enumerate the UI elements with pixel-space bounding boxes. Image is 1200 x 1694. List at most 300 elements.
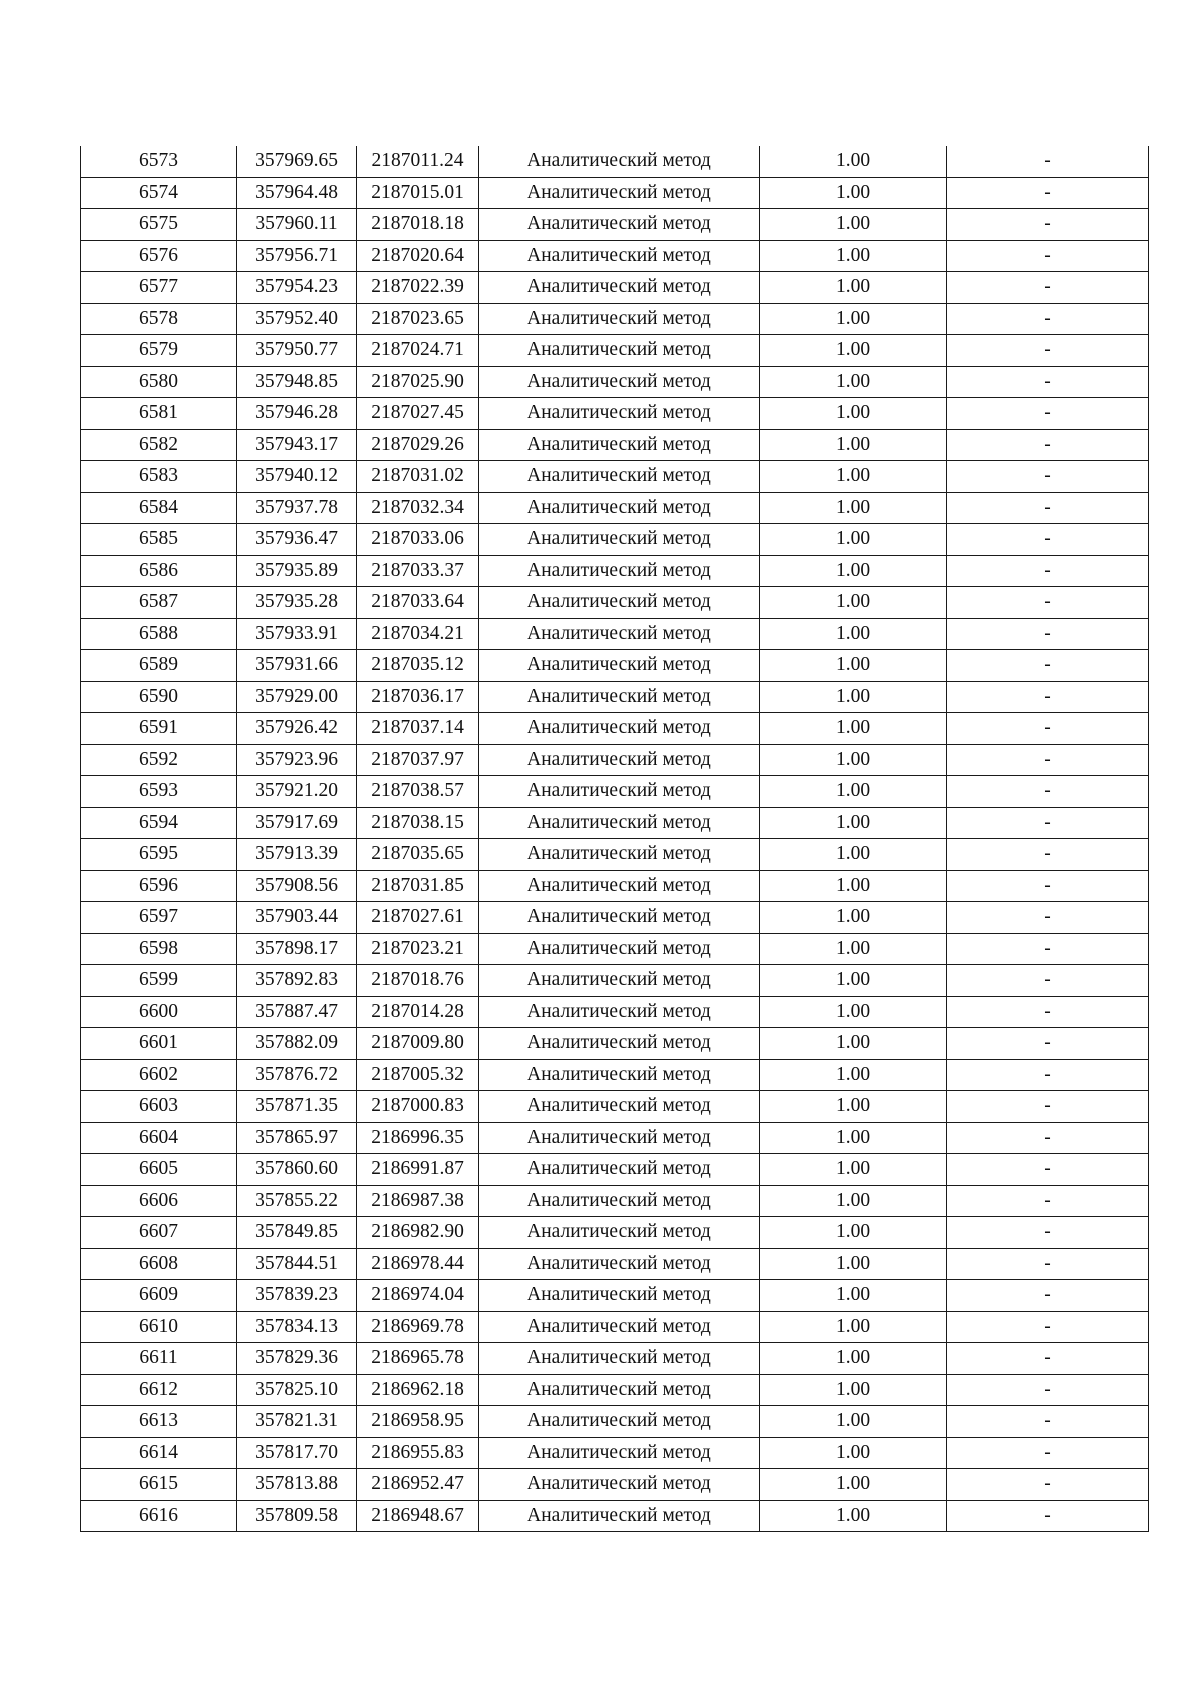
x-coordinate-cell: 357946.28: [237, 398, 357, 430]
table-row: [81, 1469, 1149, 1501]
x-coordinate-cell: 357917.69: [237, 807, 357, 839]
x-coordinate-cell: 357913.39: [237, 839, 357, 871]
accuracy-cell: 1.00: [760, 272, 947, 304]
method-cell: Аналитический метод: [479, 1091, 760, 1123]
y-coordinate-cell: 2187029.26: [357, 429, 479, 461]
table-row: [81, 1374, 1149, 1406]
x-coordinate-cell: 357829.36: [237, 1343, 357, 1375]
x-coordinate-cell: 357813.88: [237, 1469, 357, 1501]
description-cell: -: [947, 461, 1149, 493]
accuracy-cell: 1.00: [760, 1437, 947, 1469]
table-row: [81, 272, 1149, 304]
description-cell: -: [947, 1374, 1149, 1406]
method-cell: Аналитический метод: [479, 1311, 760, 1343]
method-cell: Аналитический метод: [479, 398, 760, 430]
y-coordinate-cell: 2187027.61: [357, 902, 479, 934]
table-row: [81, 1217, 1149, 1249]
description-cell: -: [947, 807, 1149, 839]
point-number-cell: 6612: [81, 1374, 237, 1406]
x-coordinate-cell: 357839.23: [237, 1280, 357, 1312]
description-cell: -: [947, 681, 1149, 713]
y-coordinate-cell: 2187023.21: [357, 933, 479, 965]
x-coordinate-cell: 357821.31: [237, 1406, 357, 1438]
y-coordinate-cell: 2186952.47: [357, 1469, 479, 1501]
x-coordinate-cell: 357923.96: [237, 744, 357, 776]
point-number-cell: 6579: [81, 335, 237, 367]
method-cell: Аналитический метод: [479, 776, 760, 808]
x-coordinate-cell: 357940.12: [237, 461, 357, 493]
method-cell: Аналитический метод: [479, 650, 760, 682]
y-coordinate-cell: 2187024.71: [357, 335, 479, 367]
point-number-cell: 6602: [81, 1059, 237, 1091]
description-cell: -: [947, 240, 1149, 272]
point-number-cell: 6604: [81, 1122, 237, 1154]
table-row: [81, 1154, 1149, 1186]
description-cell: -: [947, 744, 1149, 776]
x-coordinate-cell: 357933.91: [237, 618, 357, 650]
description-cell: -: [947, 1437, 1149, 1469]
y-coordinate-cell: 2187015.01: [357, 177, 479, 209]
point-number-cell: 6605: [81, 1154, 237, 1186]
point-number-cell: 6595: [81, 839, 237, 871]
description-cell: -: [947, 870, 1149, 902]
point-number-cell: 6578: [81, 303, 237, 335]
x-coordinate-cell: 357876.72: [237, 1059, 357, 1091]
method-cell: Аналитический метод: [479, 681, 760, 713]
x-coordinate-cell: 357817.70: [237, 1437, 357, 1469]
x-coordinate-cell: 357903.44: [237, 902, 357, 934]
method-cell: Аналитический метод: [479, 713, 760, 745]
description-cell: -: [947, 1154, 1149, 1186]
accuracy-cell: 1.00: [760, 461, 947, 493]
method-cell: Аналитический метод: [479, 1217, 760, 1249]
x-coordinate-cell: 357887.47: [237, 996, 357, 1028]
table-row: [81, 1280, 1149, 1312]
accuracy-cell: 1.00: [760, 965, 947, 997]
description-cell: -: [947, 618, 1149, 650]
accuracy-cell: 1.00: [760, 902, 947, 934]
accuracy-cell: 1.00: [760, 776, 947, 808]
table-row: [81, 681, 1149, 713]
y-coordinate-cell: 2187033.64: [357, 587, 479, 619]
description-cell: -: [947, 209, 1149, 241]
accuracy-cell: 1.00: [760, 1469, 947, 1501]
x-coordinate-cell: 357860.60: [237, 1154, 357, 1186]
method-cell: Аналитический метод: [479, 492, 760, 524]
description-cell: -: [947, 996, 1149, 1028]
method-cell: Аналитический метод: [479, 1437, 760, 1469]
y-coordinate-cell: 2187011.24: [357, 146, 479, 177]
accuracy-cell: 1.00: [760, 713, 947, 745]
accuracy-cell: 1.00: [760, 996, 947, 1028]
description-cell: -: [947, 713, 1149, 745]
y-coordinate-cell: 2187009.80: [357, 1028, 479, 1060]
point-number-cell: 6590: [81, 681, 237, 713]
point-number-cell: 6588: [81, 618, 237, 650]
point-number-cell: 6615: [81, 1469, 237, 1501]
y-coordinate-cell: 2187000.83: [357, 1091, 479, 1123]
table-row: [81, 807, 1149, 839]
method-cell: Аналитический метод: [479, 744, 760, 776]
table-row: [81, 1185, 1149, 1217]
method-cell: Аналитический метод: [479, 1028, 760, 1060]
x-coordinate-cell: 357956.71: [237, 240, 357, 272]
description-cell: -: [947, 650, 1149, 682]
x-coordinate-cell: 357882.09: [237, 1028, 357, 1060]
x-coordinate-cell: 357855.22: [237, 1185, 357, 1217]
description-cell: -: [947, 1028, 1149, 1060]
accuracy-cell: 1.00: [760, 807, 947, 839]
accuracy-cell: 1.00: [760, 839, 947, 871]
description-cell: -: [947, 1406, 1149, 1438]
table-row: [81, 209, 1149, 241]
table-row: [81, 618, 1149, 650]
description-cell: -: [947, 272, 1149, 304]
method-cell: Аналитический метод: [479, 1374, 760, 1406]
method-cell: Аналитический метод: [479, 1154, 760, 1186]
x-coordinate-cell: 357825.10: [237, 1374, 357, 1406]
table-row: [81, 1059, 1149, 1091]
x-coordinate-cell: 357929.00: [237, 681, 357, 713]
table-row: [81, 1248, 1149, 1280]
x-coordinate-cell: 357952.40: [237, 303, 357, 335]
accuracy-cell: 1.00: [760, 933, 947, 965]
point-number-cell: 6603: [81, 1091, 237, 1123]
description-cell: -: [947, 1500, 1149, 1532]
y-coordinate-cell: 2187032.34: [357, 492, 479, 524]
accuracy-cell: 1.00: [760, 429, 947, 461]
y-coordinate-cell: 2187027.45: [357, 398, 479, 430]
y-coordinate-cell: 2187033.06: [357, 524, 479, 556]
accuracy-cell: 1.00: [760, 555, 947, 587]
y-coordinate-cell: 2187031.85: [357, 870, 479, 902]
y-coordinate-cell: 2187034.21: [357, 618, 479, 650]
method-cell: Аналитический метод: [479, 587, 760, 619]
y-coordinate-cell: 2187035.65: [357, 839, 479, 871]
accuracy-cell: 1.00: [760, 1280, 947, 1312]
description-cell: -: [947, 1185, 1149, 1217]
point-number-cell: 6585: [81, 524, 237, 556]
method-cell: Аналитический метод: [479, 839, 760, 871]
point-number-cell: 6597: [81, 902, 237, 934]
description-cell: -: [947, 1122, 1149, 1154]
y-coordinate-cell: 2186978.44: [357, 1248, 479, 1280]
description-cell: -: [947, 1248, 1149, 1280]
y-coordinate-cell: 2186991.87: [357, 1154, 479, 1186]
description-cell: -: [947, 1217, 1149, 1249]
accuracy-cell: 1.00: [760, 1500, 947, 1532]
point-number-cell: 6601: [81, 1028, 237, 1060]
accuracy-cell: 1.00: [760, 335, 947, 367]
y-coordinate-cell: 2187020.64: [357, 240, 479, 272]
table-row: [81, 1343, 1149, 1375]
table-row: [81, 587, 1149, 619]
table-row: [81, 177, 1149, 209]
x-coordinate-cell: 357948.85: [237, 366, 357, 398]
point-number-cell: 6592: [81, 744, 237, 776]
method-cell: Аналитический метод: [479, 870, 760, 902]
x-coordinate-cell: 357954.23: [237, 272, 357, 304]
y-coordinate-cell: 2186955.83: [357, 1437, 479, 1469]
description-cell: -: [947, 902, 1149, 934]
table-row: [81, 1122, 1149, 1154]
y-coordinate-cell: 2187037.97: [357, 744, 479, 776]
point-number-cell: 6587: [81, 587, 237, 619]
method-cell: Аналитический метод: [479, 1122, 760, 1154]
method-cell: Аналитический метод: [479, 524, 760, 556]
y-coordinate-cell: 2187022.39: [357, 272, 479, 304]
method-cell: Аналитический метод: [479, 1406, 760, 1438]
method-cell: Аналитический метод: [479, 1185, 760, 1217]
description-cell: -: [947, 335, 1149, 367]
point-number-cell: 6593: [81, 776, 237, 808]
y-coordinate-cell: 2187018.18: [357, 209, 479, 241]
table-row: [81, 1091, 1149, 1123]
y-coordinate-cell: 2186996.35: [357, 1122, 479, 1154]
y-coordinate-cell: 2186969.78: [357, 1311, 479, 1343]
method-cell: Аналитический метод: [479, 1343, 760, 1375]
method-cell: Аналитический метод: [479, 1280, 760, 1312]
table-row: [81, 650, 1149, 682]
point-number-cell: 6606: [81, 1185, 237, 1217]
y-coordinate-cell: 2186958.95: [357, 1406, 479, 1438]
method-cell: Аналитический метод: [479, 1500, 760, 1532]
y-coordinate-cell: 2186948.67: [357, 1500, 479, 1532]
x-coordinate-cell: 357834.13: [237, 1311, 357, 1343]
description-cell: -: [947, 1469, 1149, 1501]
y-coordinate-cell: 2187018.76: [357, 965, 479, 997]
point-number-cell: 6576: [81, 240, 237, 272]
table-row: [81, 146, 1149, 177]
method-cell: Аналитический метод: [479, 1059, 760, 1091]
table-row: [81, 1028, 1149, 1060]
x-coordinate-cell: 357849.85: [237, 1217, 357, 1249]
point-number-cell: 6584: [81, 492, 237, 524]
point-number-cell: 6573: [81, 146, 237, 177]
accuracy-cell: 1.00: [760, 366, 947, 398]
table-row: [81, 335, 1149, 367]
x-coordinate-cell: 357921.20: [237, 776, 357, 808]
point-number-cell: 6574: [81, 177, 237, 209]
x-coordinate-cell: 357865.97: [237, 1122, 357, 1154]
method-cell: Аналитический метод: [479, 146, 760, 177]
accuracy-cell: 1.00: [760, 1028, 947, 1060]
method-cell: Аналитический метод: [479, 209, 760, 241]
x-coordinate-cell: 357943.17: [237, 429, 357, 461]
x-coordinate-cell: 357871.35: [237, 1091, 357, 1123]
x-coordinate-cell: 357964.48: [237, 177, 357, 209]
table-row: [81, 429, 1149, 461]
accuracy-cell: 1.00: [760, 744, 947, 776]
x-coordinate-cell: 357936.47: [237, 524, 357, 556]
table-row: [81, 240, 1149, 272]
table-row: [81, 1500, 1149, 1532]
accuracy-cell: 1.00: [760, 1122, 947, 1154]
accuracy-cell: 1.00: [760, 1248, 947, 1280]
method-cell: Аналитический метод: [479, 555, 760, 587]
point-number-cell: 6589: [81, 650, 237, 682]
y-coordinate-cell: 2187023.65: [357, 303, 479, 335]
point-number-cell: 6609: [81, 1280, 237, 1312]
point-number-cell: 6586: [81, 555, 237, 587]
method-cell: Аналитический метод: [479, 1469, 760, 1501]
method-cell: Аналитический метод: [479, 902, 760, 934]
accuracy-cell: 1.00: [760, 209, 947, 241]
y-coordinate-cell: 2186987.38: [357, 1185, 479, 1217]
point-number-cell: 6583: [81, 461, 237, 493]
table-row: [81, 303, 1149, 335]
description-cell: -: [947, 1059, 1149, 1091]
accuracy-cell: 1.00: [760, 1154, 947, 1186]
description-cell: -: [947, 1280, 1149, 1312]
y-coordinate-cell: 2187033.37: [357, 555, 479, 587]
table-row: [81, 492, 1149, 524]
point-number-cell: 6614: [81, 1437, 237, 1469]
method-cell: Аналитический метод: [479, 996, 760, 1028]
y-coordinate-cell: 2187035.12: [357, 650, 479, 682]
table-row: [81, 902, 1149, 934]
table-row: [81, 839, 1149, 871]
table-row: [81, 1311, 1149, 1343]
description-cell: -: [947, 1343, 1149, 1375]
table-row: [81, 965, 1149, 997]
point-number-cell: 6582: [81, 429, 237, 461]
description-cell: -: [947, 839, 1149, 871]
description-cell: -: [947, 429, 1149, 461]
accuracy-cell: 1.00: [760, 1374, 947, 1406]
table-row: [81, 744, 1149, 776]
x-coordinate-cell: 357926.42: [237, 713, 357, 745]
table-body: [81, 146, 1149, 1532]
method-cell: Аналитический метод: [479, 618, 760, 650]
y-coordinate-cell: 2186962.18: [357, 1374, 479, 1406]
accuracy-cell: 1.00: [760, 618, 947, 650]
method-cell: Аналитический метод: [479, 807, 760, 839]
y-coordinate-cell: 2187014.28: [357, 996, 479, 1028]
table-row: [81, 933, 1149, 965]
point-number-cell: 6577: [81, 272, 237, 304]
method-cell: Аналитический метод: [479, 303, 760, 335]
point-number-cell: 6607: [81, 1217, 237, 1249]
accuracy-cell: 1.00: [760, 303, 947, 335]
table-row: [81, 1437, 1149, 1469]
method-cell: Аналитический метод: [479, 272, 760, 304]
table-row: [81, 555, 1149, 587]
description-cell: -: [947, 492, 1149, 524]
point-number-cell: 6575: [81, 209, 237, 241]
accuracy-cell: 1.00: [760, 650, 947, 682]
table-row: [81, 996, 1149, 1028]
description-cell: -: [947, 177, 1149, 209]
point-number-cell: 6594: [81, 807, 237, 839]
description-cell: -: [947, 776, 1149, 808]
x-coordinate-cell: 357950.77: [237, 335, 357, 367]
table-row: [81, 366, 1149, 398]
method-cell: Аналитический метод: [479, 461, 760, 493]
y-coordinate-cell: 2186965.78: [357, 1343, 479, 1375]
table-row: [81, 713, 1149, 745]
y-coordinate-cell: 2187025.90: [357, 366, 479, 398]
coordinates-table: [80, 146, 1149, 1532]
y-coordinate-cell: 2187038.15: [357, 807, 479, 839]
description-cell: -: [947, 524, 1149, 556]
description-cell: -: [947, 587, 1149, 619]
accuracy-cell: 1.00: [760, 240, 947, 272]
accuracy-cell: 1.00: [760, 398, 947, 430]
x-coordinate-cell: 357931.66: [237, 650, 357, 682]
accuracy-cell: 1.00: [760, 524, 947, 556]
x-coordinate-cell: 357937.78: [237, 492, 357, 524]
point-number-cell: 6600: [81, 996, 237, 1028]
accuracy-cell: 1.00: [760, 1091, 947, 1123]
x-coordinate-cell: 357969.65: [237, 146, 357, 177]
point-number-cell: 6616: [81, 1500, 237, 1532]
x-coordinate-cell: 357935.28: [237, 587, 357, 619]
accuracy-cell: 1.00: [760, 681, 947, 713]
accuracy-cell: 1.00: [760, 1059, 947, 1091]
description-cell: -: [947, 366, 1149, 398]
method-cell: Аналитический метод: [479, 177, 760, 209]
point-number-cell: 6611: [81, 1343, 237, 1375]
description-cell: -: [947, 303, 1149, 335]
accuracy-cell: 1.00: [760, 587, 947, 619]
description-cell: -: [947, 1311, 1149, 1343]
accuracy-cell: 1.00: [760, 1217, 947, 1249]
method-cell: Аналитический метод: [479, 366, 760, 398]
x-coordinate-cell: 357898.17: [237, 933, 357, 965]
accuracy-cell: 1.00: [760, 177, 947, 209]
point-number-cell: 6581: [81, 398, 237, 430]
accuracy-cell: 1.00: [760, 1185, 947, 1217]
description-cell: -: [947, 146, 1149, 177]
accuracy-cell: 1.00: [760, 1406, 947, 1438]
accuracy-cell: 1.00: [760, 492, 947, 524]
point-number-cell: 6591: [81, 713, 237, 745]
method-cell: Аналитический метод: [479, 240, 760, 272]
point-number-cell: 6610: [81, 1311, 237, 1343]
y-coordinate-cell: 2187036.17: [357, 681, 479, 713]
y-coordinate-cell: 2187037.14: [357, 713, 479, 745]
description-cell: -: [947, 1091, 1149, 1123]
point-number-cell: 6599: [81, 965, 237, 997]
method-cell: Аналитический метод: [479, 429, 760, 461]
table-row: [81, 776, 1149, 808]
y-coordinate-cell: 2186974.04: [357, 1280, 479, 1312]
point-number-cell: 6608: [81, 1248, 237, 1280]
x-coordinate-cell: 357844.51: [237, 1248, 357, 1280]
x-coordinate-cell: 357892.83: [237, 965, 357, 997]
y-coordinate-cell: 2187005.32: [357, 1059, 479, 1091]
method-cell: Аналитический метод: [479, 965, 760, 997]
description-cell: -: [947, 398, 1149, 430]
table-row: [81, 398, 1149, 430]
method-cell: Аналитический метод: [479, 335, 760, 367]
table-row: [81, 461, 1149, 493]
description-cell: -: [947, 965, 1149, 997]
point-number-cell: 6596: [81, 870, 237, 902]
y-coordinate-cell: 2186982.90: [357, 1217, 479, 1249]
description-cell: -: [947, 933, 1149, 965]
point-number-cell: 6580: [81, 366, 237, 398]
table-row: [81, 870, 1149, 902]
accuracy-cell: 1.00: [760, 870, 947, 902]
x-coordinate-cell: 357960.11: [237, 209, 357, 241]
x-coordinate-cell: 357809.58: [237, 1500, 357, 1532]
point-number-cell: 6598: [81, 933, 237, 965]
method-cell: Аналитический метод: [479, 1248, 760, 1280]
y-coordinate-cell: 2187038.57: [357, 776, 479, 808]
point-number-cell: 6613: [81, 1406, 237, 1438]
